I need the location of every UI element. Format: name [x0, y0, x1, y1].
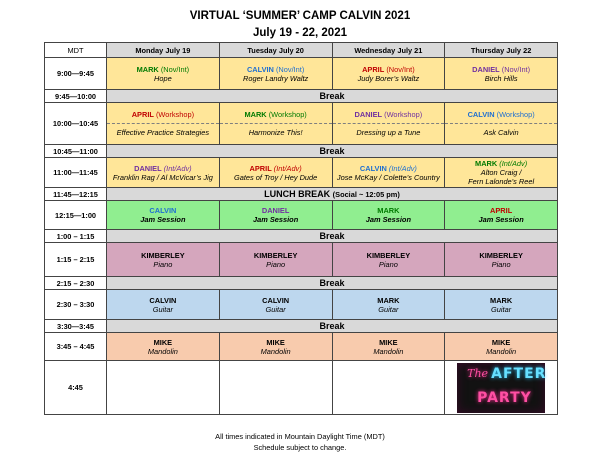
day-header-wednesday: Wednesday July 21 [332, 43, 445, 58]
logo-text-after: AFTER [491, 365, 547, 382]
workshop-title: Ask Calvin [483, 128, 519, 137]
instructor-name: DANIEL [261, 206, 290, 215]
session-cell [445, 290, 558, 320]
level-label: (Workshop) [155, 110, 195, 119]
workshop-title: Effective Practice Strategies [116, 128, 210, 137]
level-label: (Int/Adv) [499, 159, 528, 168]
empty-cell [219, 361, 332, 415]
session-cell [332, 333, 445, 361]
time-cell: 2:15 – 2:30 [45, 277, 107, 290]
session-cell [332, 201, 445, 230]
instructor-name: DANIEL [134, 163, 162, 173]
session-cell [332, 158, 445, 188]
table-row [45, 290, 558, 320]
instructor-name: MIKE [153, 337, 173, 347]
break-label: Break [107, 145, 558, 158]
instructor-name: MARK [490, 295, 513, 305]
table-row [45, 333, 558, 361]
session-cell [107, 333, 220, 361]
session-title: Jam Session [253, 215, 299, 224]
level-label: (Int/Adv) [388, 163, 417, 173]
time-cell: 11:45—12:15 [45, 188, 107, 201]
session-cell [445, 58, 558, 90]
session-title: Jam Session [140, 215, 186, 224]
time-cell: 2:30 – 3:30 [45, 290, 107, 320]
session-cell [219, 201, 332, 230]
session-title: Jam Session [365, 215, 411, 224]
session-cell [107, 201, 220, 230]
lunch-title: LUNCH BREAK [264, 189, 331, 199]
session-cell [219, 58, 332, 90]
time-cell: 1:00 – 1:15 [45, 230, 107, 243]
instructor-name: MIKE [379, 337, 398, 347]
session-title: Jam Session [478, 215, 524, 224]
instructor-name: KIMBERLEY [479, 250, 523, 260]
time-cell: 11:00—11:45 [45, 158, 107, 188]
table-row [45, 361, 558, 415]
lunch-label [107, 188, 558, 201]
day-header-monday: Monday July 19 [107, 43, 220, 58]
instructor-name: APRIL [249, 163, 272, 173]
instructor-name: MARK [377, 206, 400, 215]
session-cell [332, 103, 445, 145]
instrument-label: Mandolin [260, 346, 291, 356]
session-cell [219, 158, 332, 188]
instructor-name: CALVIN [149, 295, 177, 305]
instructor-name: MIKE [491, 337, 511, 347]
time-cell: 1:15 – 2:15 [45, 243, 107, 277]
table-row [45, 201, 558, 230]
break-row [45, 277, 558, 290]
tune-title: Gates of Troy / Hey Dude [234, 172, 318, 182]
instrument-label: Mandolin [373, 346, 404, 356]
after-party-logo [457, 363, 545, 413]
instructor-name: CALVIN [359, 163, 387, 173]
break-label: Break [107, 230, 558, 243]
workshop-title: Harmonize This! [248, 128, 303, 137]
table-row [45, 243, 558, 277]
level-label: (Workshop) [496, 110, 535, 119]
instrument-label: Piano [153, 259, 173, 269]
level-label: (Nov/Int) [275, 64, 305, 74]
footer-change-note: Schedule subject to change. [253, 443, 347, 452]
instrument-label: Guitar [265, 304, 286, 314]
lunch-note: (Social ~ 12:05 pm) [332, 190, 400, 199]
session-cell [219, 290, 332, 320]
timezone-header: MDT [45, 43, 107, 58]
session-cell [445, 103, 558, 145]
table-row [45, 103, 558, 145]
time-cell: 3:45 – 4:45 [45, 333, 107, 361]
session-cell [445, 333, 558, 361]
day-header-tuesday: Tuesday July 20 [219, 43, 332, 58]
session-cell [219, 103, 332, 145]
tune-title: Franklin Rag / Al McVicar’s Jig [112, 172, 213, 182]
session-cell [107, 243, 220, 277]
instructor-name: CALVIN [246, 64, 274, 74]
time-cell: 9:45—10:00 [45, 90, 107, 103]
instructor-name: MARK [475, 159, 498, 168]
session-cell [445, 158, 558, 188]
logo-text-the: The [467, 366, 489, 380]
instructor-name: MARK [377, 295, 400, 305]
session-cell [445, 243, 558, 277]
instrument-label: Piano [266, 259, 286, 269]
session-cell [445, 201, 558, 230]
page-title: VIRTUAL ‘SUMMER’ CAMP CALVIN 2021 [189, 10, 411, 22]
session-cell [332, 243, 445, 277]
session-cell [107, 103, 220, 145]
tune-title: Alton Craig / [480, 168, 522, 177]
header-row [45, 43, 558, 58]
after-party-cell [445, 361, 558, 415]
break-row [45, 320, 558, 333]
empty-cell [332, 361, 445, 415]
empty-cell [107, 361, 220, 415]
tune-title: Birch Hills [484, 73, 518, 83]
time-cell: 4:45 [45, 361, 107, 415]
table-row [45, 158, 558, 188]
instrument-label: Piano [491, 259, 511, 269]
break-row [45, 145, 558, 158]
time-cell: 10:45—11:00 [45, 145, 107, 158]
level-label: (Workshop) [384, 110, 423, 119]
page-subtitle: July 19 - 22, 2021 [253, 27, 347, 39]
instructor-name: CALVIN [262, 295, 290, 305]
instructor-name: APRIL [490, 206, 513, 215]
instructor-name: KIMBERLEY [253, 250, 298, 260]
tune-title: Hope [154, 73, 172, 83]
instructor-name: MIKE [266, 337, 285, 347]
instructor-name: DANIEL [354, 110, 383, 119]
level-label: (Int/Adv) [163, 163, 192, 173]
level-label: (Nov/Int) [160, 64, 190, 74]
instrument-label: Mandolin [147, 346, 178, 356]
session-cell [107, 158, 220, 188]
time-cell: 12:15—1:00 [45, 201, 107, 230]
session-cell [219, 243, 332, 277]
workshop-title: Dressing up a Tune [356, 128, 421, 137]
instructor-name: DANIEL [472, 64, 500, 74]
tune-title: Roger Landry Waltz [243, 73, 309, 83]
session-cell [219, 333, 332, 361]
break-row [45, 230, 558, 243]
logo-text-party: PARTY [477, 389, 532, 406]
time-cell: 3:30—3:45 [45, 320, 107, 333]
time-cell: 10:00—10:45 [45, 103, 107, 145]
session-cell [332, 58, 445, 90]
instructor-name: CALVIN [149, 206, 177, 215]
instructor-name: MARK [244, 110, 267, 119]
break-label: Break [107, 277, 558, 290]
instructor-name: KIMBERLEY [141, 250, 185, 260]
tune-title: Judy Borer’s Waltz [357, 73, 420, 83]
level-label: (Workshop) [268, 110, 307, 119]
tune-title: Jose McKay / Colette’s Country [336, 172, 440, 182]
instrument-label: Guitar [152, 304, 173, 314]
instrument-label: Piano [378, 259, 398, 269]
schedule-table [44, 42, 558, 415]
break-row [45, 90, 558, 103]
lunch-row [45, 188, 558, 201]
instrument-label: Guitar [491, 304, 512, 314]
table-row [45, 58, 558, 90]
level-label: (Nov/Int) [386, 64, 415, 74]
level-label: (Int/Adv) [273, 163, 302, 173]
session-cell [332, 290, 445, 320]
instructor-name: KIMBERLEY [366, 250, 411, 260]
instructor-name: MARK [136, 64, 159, 74]
instrument-label: Guitar [378, 304, 399, 314]
day-header-thursday: Thursday July 22 [445, 43, 558, 58]
instructor-name: CALVIN [467, 110, 495, 119]
level-label: (Nov/Int) [501, 64, 531, 74]
break-label: Break [107, 90, 558, 103]
time-cell: 9:00—9:45 [45, 58, 107, 90]
instrument-label: Mandolin [486, 346, 517, 356]
instructor-name: APRIL [362, 64, 385, 74]
session-cell [107, 58, 220, 90]
session-cell [107, 290, 220, 320]
break-label: Break [107, 320, 558, 333]
footer-timezone-note: All times indicated in Mountain Daylight Time (MDT) [215, 432, 385, 441]
tune-title: Fern Lalonde’s Reel [468, 177, 535, 186]
instructor-name: APRIL [131, 110, 154, 119]
